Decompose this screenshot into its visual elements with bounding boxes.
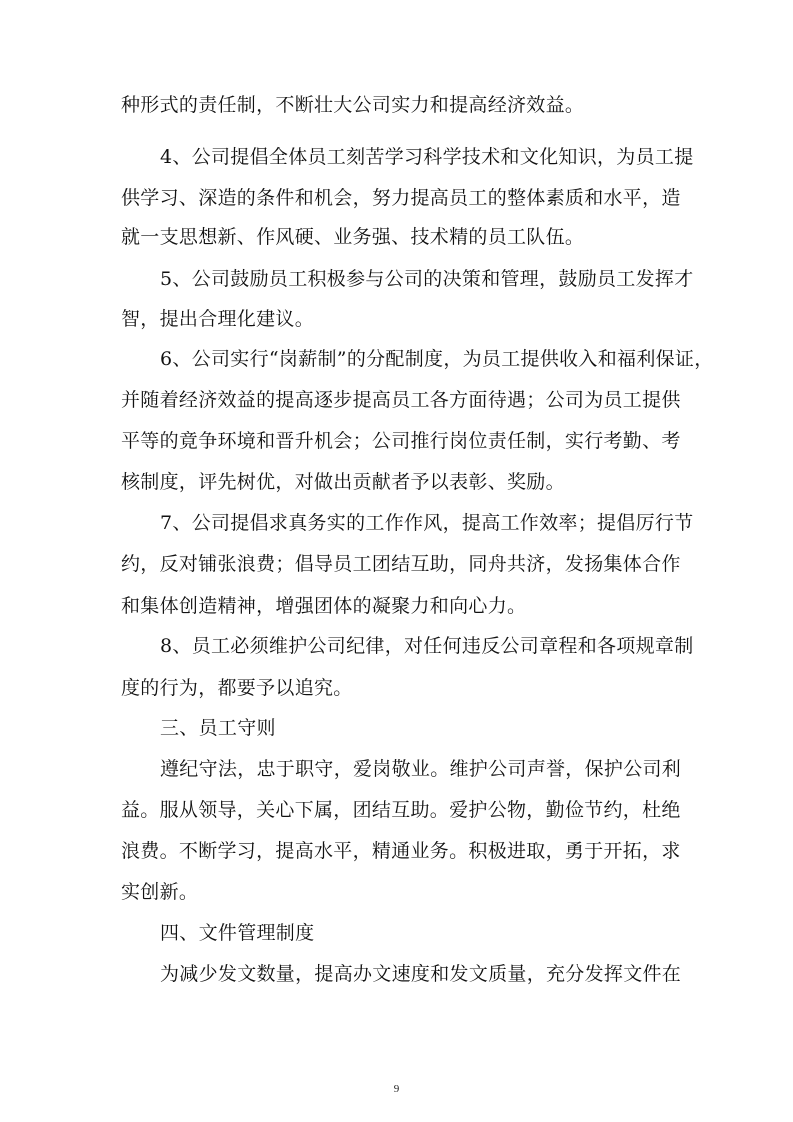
text-line: 7、公司提倡求真务实的工作作风，提高工作效率；提倡厉行节 — [160, 512, 694, 534]
text-line: 度的行为，都要予以追究。 — [121, 677, 353, 699]
text-line: 和集体创造精神，增强团体的凝聚力和向心力。 — [121, 595, 527, 617]
text-line: 智，提出合理化建议。 — [121, 308, 315, 330]
text-line: 益。服从领导，关心下属，团结互助。爱护公物，勤俭节约，杜绝 — [121, 799, 681, 821]
text-line: 6、公司实行“岗薪制”的分配制度，为员工提供收入和福利保证， — [160, 348, 714, 370]
text-line: 约，反对铺张浪费；倡导员工团结互助，同舟共济，发扬集体合作 — [121, 553, 681, 575]
section-heading: 三、员工守则 — [160, 717, 276, 739]
text-line: 核制度，评先树优，对做出贡献者予以表彰、奖励。 — [121, 471, 565, 493]
text-line: 5、公司鼓励员工积极参与公司的决策和管理，鼓励员工发挥才 — [160, 268, 694, 290]
text-line: 浪费。不断学习，提高水平，精通业务。积极进取，勇于开拓，求 — [121, 840, 681, 862]
text-line: 为减少发文数量，提高办文速度和发文质量，充分发挥文件在 — [160, 963, 682, 985]
text-line: 平等的竟争环境和晋升机会；公司推行岗位责任制，实行考勤、考 — [121, 430, 681, 452]
text-line: 8、员工必须维护公司纪律，对任何违反公司章程和各项规章制 — [160, 635, 694, 657]
text-line: 种形式的责任制，不断壮大公司实力和提高经济效益。 — [121, 94, 585, 116]
text-line: 并随着经济效益的提高逐步提高员工各方面待遇；公司为员工提供 — [121, 389, 681, 411]
text-line: 实创新。 — [121, 881, 199, 903]
text-line: 4、公司提倡全体员工刻苦学习科学技术和文化知识，为员工提 — [160, 146, 694, 168]
text-line: 供学习、深造的条件和机会，努力提高员工的整体素质和水平，造 — [121, 187, 681, 209]
text-line: 就一支思想新、作风硬、业务强、技术精的员工队伍。 — [121, 226, 585, 248]
page-number: 9 — [393, 1083, 400, 1095]
section-heading: 四、文件管理制度 — [160, 922, 315, 944]
text-line: 遵纪守法，忠于职守，爱岗敬业。维护公司声誉，保护公司利 — [160, 758, 682, 780]
